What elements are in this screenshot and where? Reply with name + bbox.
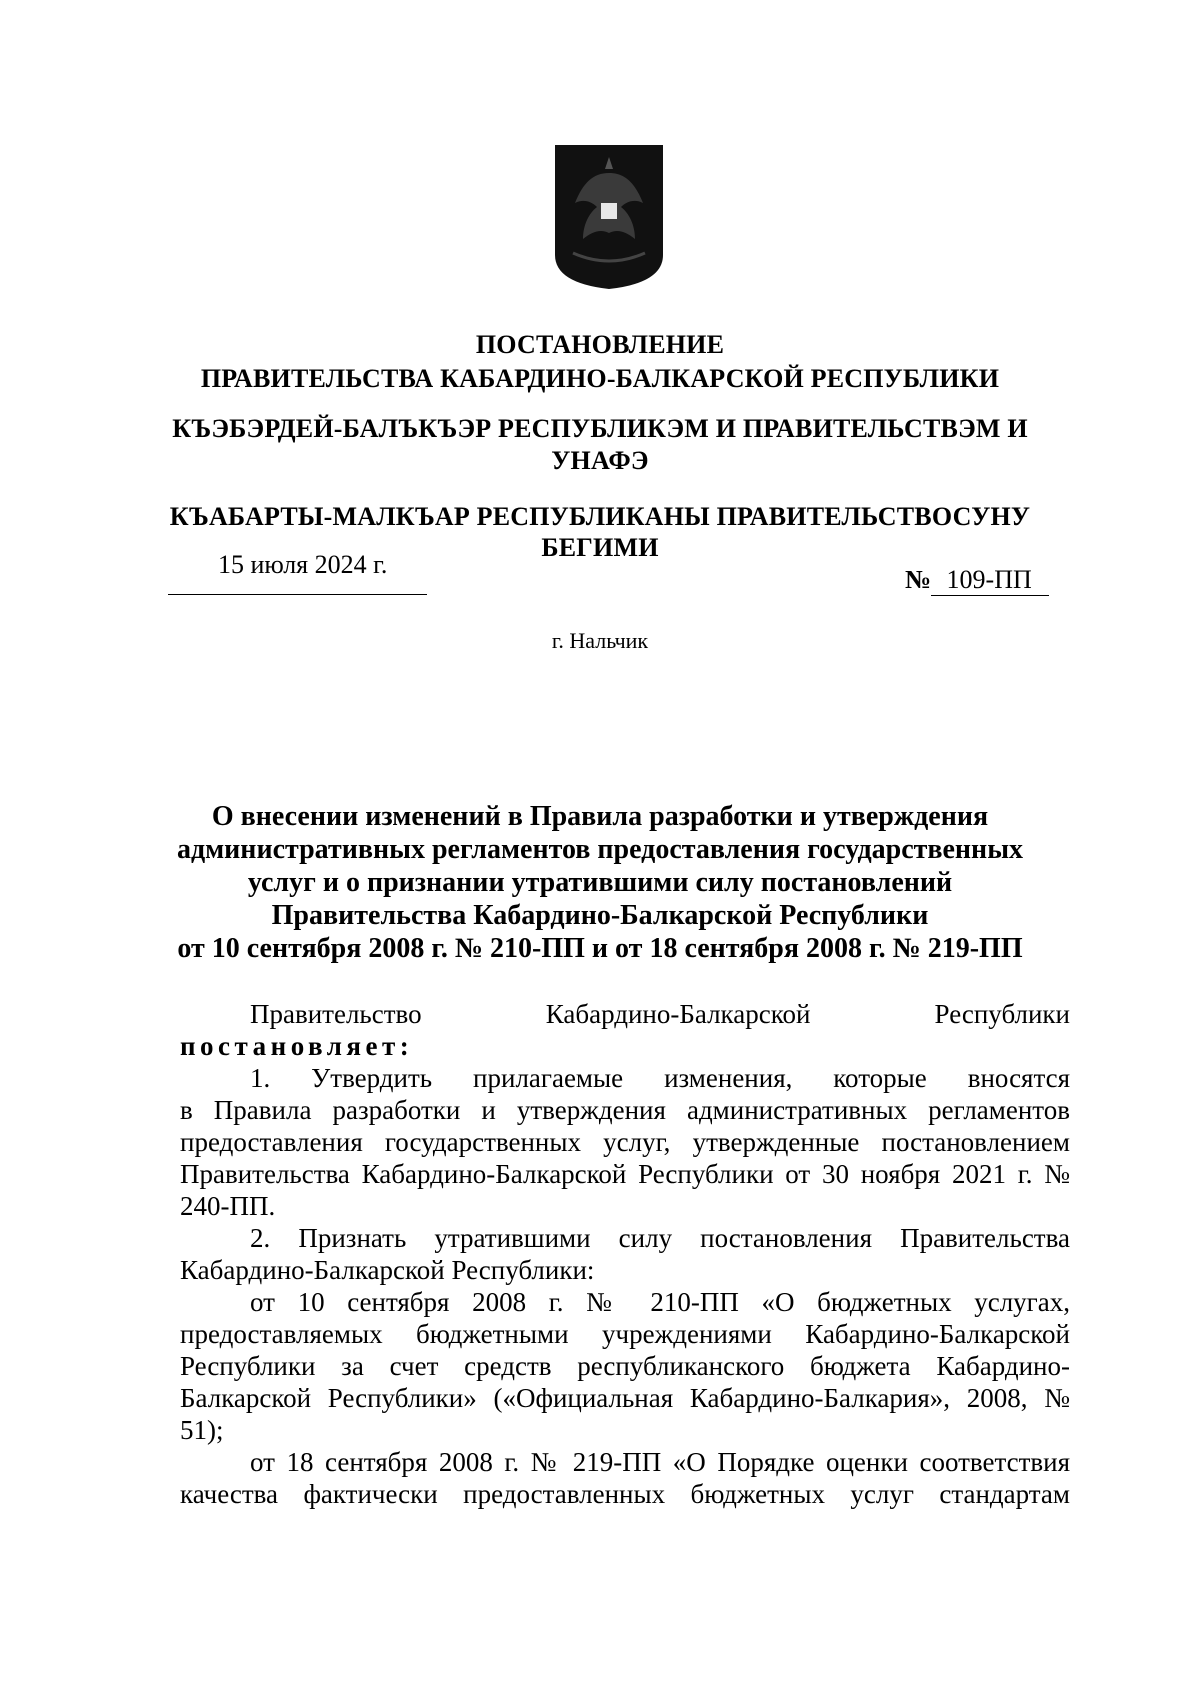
paragraph-2: 2. Признать утратившими силу постановления Правительства Кабардино-Балкарской Республики:	[180, 1223, 1070, 1285]
issuer-heading-bal-line1: КЪАБАРТЫ-МАЛКЪАР РЕСПУБЛИКАНЫ ПРАВИТЕЛЬСТВОСУНУ	[169, 502, 1031, 531]
paragraph-3: от 10 сентября 2008 г. № 210-ПП «О бюджетных услугах, предоставляемых бюджетными учреждениями Кабардино-Балкарской Республики за счет средств республиканского бюджета Кабардино-Балкарской Республики» («Официальная Кабардино-Балкария», 2008, № 51);	[180, 1287, 1070, 1445]
document-subject	[100, 800, 1100, 965]
city: г. Нальчик	[551, 628, 649, 653]
paragraph-1-first-line: 1. Утвердить прилагаемые изменения, которые вносятся	[250, 1063, 1070, 1093]
date-underline	[168, 594, 427, 595]
body-text	[180, 998, 1070, 1510]
subject-line: услуг и о признании утратившими силу постановлений	[247, 867, 953, 898]
document-number	[905, 565, 1049, 596]
coat-of-arms-emblem	[553, 143, 665, 291]
paragraph-1-rest: в Правила разработки и утверждения административных регламентов предоставления государственных услуг, утвержденные постановлением Правительства Кабардино-Балкарской Республики от 30 ноября 2021 г. № 240-ПП.	[180, 1095, 1070, 1221]
paragraph-4: от 18 сентября 2008 г. № 219-ПП «О Порядке оценки соответствия качества фактически предоставленных бюджетных услуг стандартам	[180, 1447, 1070, 1509]
subject-line: от 10 сентября 2008 г. № 210-ПП и от 18 сентября 2008 г. № 219-ПП	[177, 933, 1023, 964]
doc-type-heading: ПОСТАНОВЛЕНИЕ	[475, 330, 725, 359]
subject-line: Правительства Кабардино-Балкарской Республики	[271, 900, 929, 931]
resolves-word: постановляет:	[180, 1031, 414, 1061]
subject-line: О внесении изменений в Правила разработки и утверждения	[211, 801, 989, 832]
subject-line: административных регламентов предоставления государственных	[176, 834, 1024, 865]
issuer-heading-kab-line1: КЪЭБЭРДЕЙ-БАЛЪКЪЭР РЕСПУБЛИКЭМ И ПРАВИТЕЛЬСТВЭМ И	[172, 414, 1028, 443]
document-date: 15 июля 2024 г.	[218, 550, 388, 579]
number-value: 109-ПП	[931, 565, 1049, 596]
intro-line: Правительство Кабардино-Балкарской Республики	[250, 999, 1070, 1029]
issuer-heading-bal-line2: БЕГИМИ	[541, 533, 659, 562]
number-sign: №	[905, 565, 932, 594]
issuer-heading-kab-line2: УНАФЭ	[551, 446, 649, 475]
issuer-heading-ru: ПРАВИТЕЛЬСТВА КАБАРДИНО-БАЛКАРСКОЙ РЕСПУБЛИКИ	[200, 364, 1000, 393]
